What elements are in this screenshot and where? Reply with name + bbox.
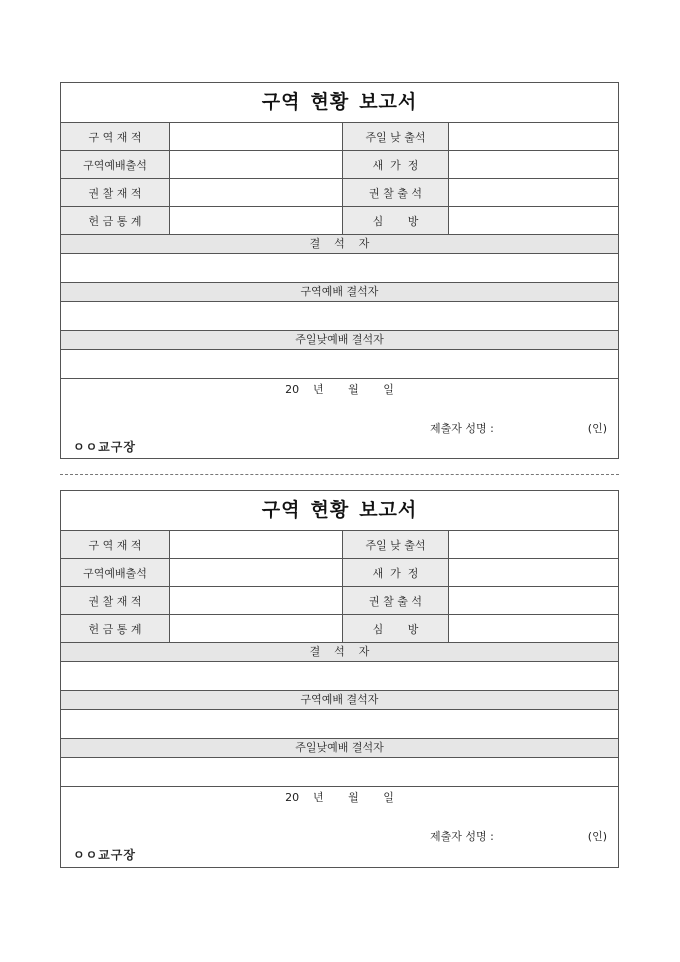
field-offering-total[interactable] [170, 207, 343, 234]
stats-row-2 [61, 151, 618, 179]
stats-row-3 [61, 587, 618, 615]
field-district-enrolled[interactable] [170, 531, 343, 558]
title-word-1: 구역 [261, 91, 301, 113]
cell-absentees-field[interactable] [61, 302, 618, 331]
label-offering-total: 헌 금 통 계 [61, 615, 170, 642]
field-district-enrolled[interactable] [170, 123, 343, 150]
label-sunday-attendance: 주일 낮 출석 [343, 123, 449, 150]
absentees-header: 결 석 자 [61, 235, 618, 254]
sunday-absentees-field[interactable] [61, 758, 618, 787]
stats-row-3 [61, 179, 618, 207]
cell-absentees-header: 구역예배 결석자 [61, 283, 618, 302]
label-new-family: 새 가 정 [343, 151, 449, 178]
stats-row-4 [61, 207, 618, 235]
title-word-3: 보고서 [359, 91, 418, 113]
label-deacon-attendance: 권 찰 출 석 [343, 587, 449, 614]
sunday-absentees-header: 주일낮예배 결석자 [61, 739, 618, 758]
report-form-1 [60, 82, 619, 459]
label-cell-worship-attendance: 구역예배출석 [61, 151, 170, 178]
parish-chief-label: ㅇㅇ교구장 [73, 848, 136, 862]
submitter-name-label: 제출자 성명 : [430, 830, 494, 843]
date-line[interactable]: 20 년 월 일 [285, 791, 394, 804]
date-line[interactable]: 20 년 월 일 [285, 383, 394, 396]
sunday-absentees-field[interactable] [61, 350, 618, 379]
field-deacon-enrolled[interactable] [170, 179, 343, 206]
field-offering-total[interactable] [170, 615, 343, 642]
seal-mark: (인) [587, 830, 607, 843]
label-visitation: 심 방 [343, 207, 449, 234]
parish-chief-label: ㅇㅇ교구장 [73, 440, 136, 454]
form-footer [61, 787, 618, 866]
form-footer [61, 379, 618, 458]
sunday-absentees-header: 주일낮예배 결석자 [61, 331, 618, 350]
field-deacon-enrolled[interactable] [170, 587, 343, 614]
field-visitation[interactable] [449, 615, 618, 642]
field-deacon-attendance[interactable] [449, 587, 618, 614]
form-title [61, 83, 618, 123]
label-visitation: 심 방 [343, 615, 449, 642]
cell-absentees-field[interactable] [61, 710, 618, 739]
title-word-2: 현황 [310, 91, 350, 113]
field-new-family[interactable] [449, 559, 618, 586]
title-word-3: 보고서 [359, 499, 418, 521]
field-new-family[interactable] [449, 151, 618, 178]
field-cell-worship-attendance[interactable] [170, 559, 343, 586]
absentees-header: 결 석 자 [61, 643, 618, 662]
stats-row-4 [61, 615, 618, 643]
seal-mark: (인) [587, 422, 607, 435]
label-sunday-attendance: 주일 낮 출석 [343, 531, 449, 558]
label-deacon-enrolled: 권 찰 재 적 [61, 587, 170, 614]
title-word-2: 현황 [310, 499, 350, 521]
absentees-field[interactable] [61, 254, 618, 283]
stats-row-1 [61, 123, 618, 151]
stats-row-2 [61, 559, 618, 587]
field-deacon-attendance[interactable] [449, 179, 618, 206]
cut-line [60, 474, 619, 475]
field-visitation[interactable] [449, 207, 618, 234]
report-form-2 [60, 490, 619, 868]
label-deacon-attendance: 권 찰 출 석 [343, 179, 449, 206]
field-sunday-attendance[interactable] [449, 531, 618, 558]
field-sunday-attendance[interactable] [449, 123, 618, 150]
form-title [61, 491, 618, 531]
label-district-enrolled: 구 역 재 적 [61, 123, 170, 150]
absentees-field[interactable] [61, 662, 618, 691]
label-cell-worship-attendance: 구역예배출석 [61, 559, 170, 586]
stats-row-1 [61, 531, 618, 559]
label-offering-total: 헌 금 통 계 [61, 207, 170, 234]
cell-absentees-header: 구역예배 결석자 [61, 691, 618, 710]
label-deacon-enrolled: 권 찰 재 적 [61, 179, 170, 206]
label-district-enrolled: 구 역 재 적 [61, 531, 170, 558]
field-cell-worship-attendance[interactable] [170, 151, 343, 178]
submitter-name-label: 제출자 성명 : [430, 422, 494, 435]
label-new-family: 새 가 정 [343, 559, 449, 586]
title-word-1: 구역 [261, 499, 301, 521]
